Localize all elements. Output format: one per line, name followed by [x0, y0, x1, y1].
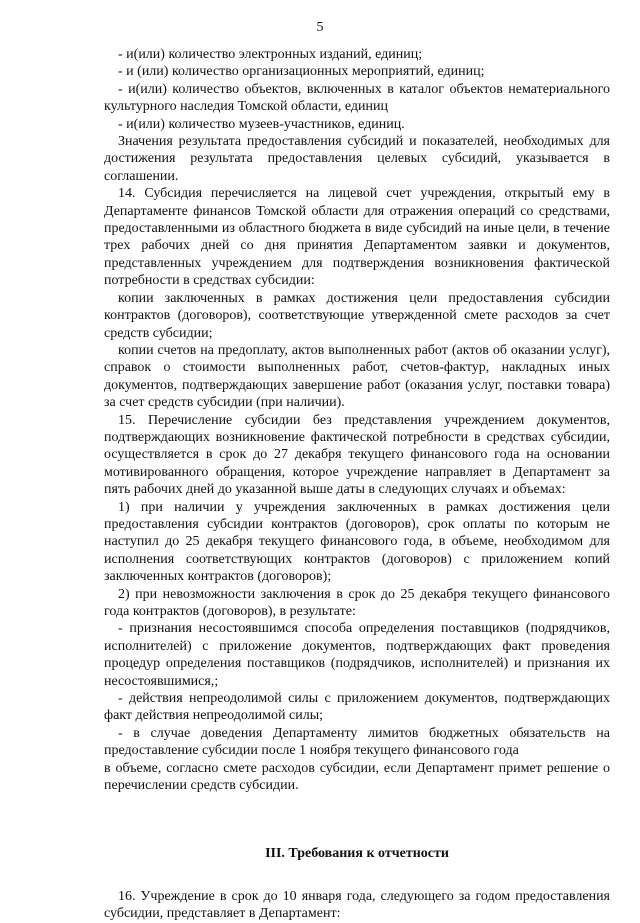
paragraph: - и(или) количество музеев-участников, единиц. [118, 116, 405, 132]
paragraph: копии заключенных в рамках достижения цели предоставления субсидии контрактов (договоров), соответствующие утвержденной смете расходов за счет средств субсидии; [104, 290, 610, 341]
paragraph: 15. Перечисление субсидии без представления учреждением документов, подтверждающих возникновение фактической потребности в средствах субсидии, осуществляется в срок до 27 декабря текущего финансового года на основании мотивированного обращения, которое учреждение направляет в Департамент за пять рабочих дней до указанной выше даты в следующих случаях и объемах: [104, 412, 610, 498]
section-gap [104, 794, 610, 845]
paragraph: - действия непреодолимой силы с приложением документов, подтверждающих факт действия непреодолимой силы; [104, 691, 610, 724]
section-heading: III. Требования к отчетности [265, 846, 449, 862]
paragraph: - в случае доведения Департаменту лимитов бюджетных обязательств на предоставление субсидии после 1 ноября текущего финансового года [104, 725, 610, 759]
paragraph: - и(или) количество электронных изданий, единиц; [118, 47, 423, 62]
paragraph: - и (или) количество организационных мероприятий, единиц; [118, 64, 485, 80]
paragraph: - признания несостоявшимся способа определения поставщиков (подрядчиков, исполнителей) с приложение документов, подтверждающих факт проведения процедур определения поставщиков (подрядчиков, исполнителей) и признания их несостоявшимися,; [104, 621, 610, 689]
paragraph: 2) при невозможности заключения в срок до 25 декабря текущего финансового года контрактов (договоров), в результате: [104, 586, 610, 619]
paragraph: 1) при наличии у учреждения заключенных в рамках достижения цели предоставления субсидии контрактов (договоров), срок оплаты по которым не наступил до 25 декабря текущего финансового года, в объеме, необходимом для исполнения соответствующих контрактов (договоров) с приложением копий заключенных контрактов (договоров); [104, 499, 610, 585]
paragraph: Значения результата предоставления субсидий и показателей, необходимых для достижения результата предоставления целевых субсидий, указывается в соглашении. [104, 134, 610, 184]
paragraph: 14. Субсидия перечисляется на лицевой счет учреждения, открытый ему в Департаменте финансов Томской области для отражения операций со средствами, предоставленными из областного бюджета в виде субсидий на иные цели, в течение трех рабочих дней со дня принятия Департаментом заявки и документов, представленных учреждением для подтверждения возникновения фактической потребности в средствах субсидии: [104, 186, 610, 289]
document-body [104, 46, 610, 923]
paragraph: копии счетов на предоплату, актов выполненных работ (актов об оказании услуг), справок о стоимости выполненных работ, счетов-фактур, накладных иных документов, подтверждающих завершение работ (оказания услуг, поставки товара) за счет средств субсидии (при наличии). [104, 342, 610, 411]
paragraph: 16. Учреждение в срок до 10 января года, следующего за годом предоставления субсидии, представляет в Департамент: [104, 888, 610, 922]
paragraph: в объеме, согласно смете расходов субсидии, если Департамент примет решение о перечислении средств субсидии. [104, 760, 610, 794]
page-number: 5 [316, 20, 324, 35]
paragraph: - и(или) количество объектов, включенных в каталог объектов нематериального культурного наследия Томской области, единиц [104, 81, 610, 115]
